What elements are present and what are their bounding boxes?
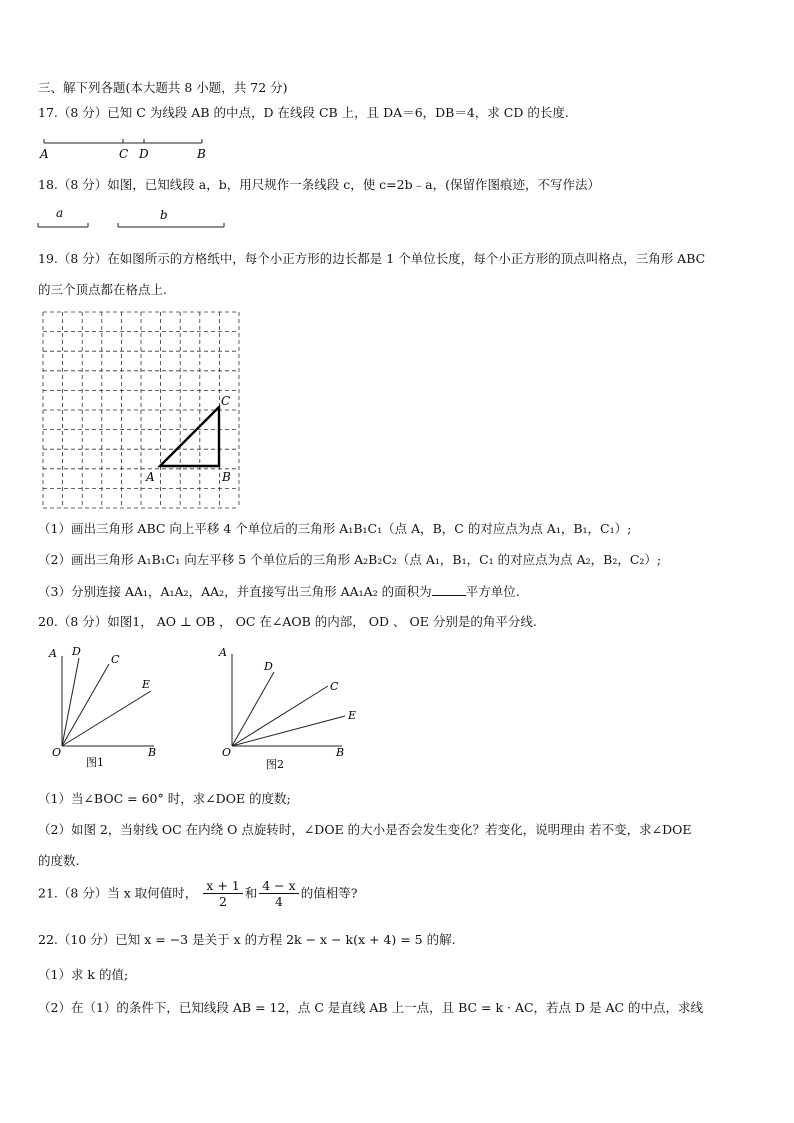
label-a: a <box>56 206 64 220</box>
fraction-2 <box>259 878 298 909</box>
question-20-part1: （1）当∠BOC = 60° 时，求∠DOE 的度数; <box>38 791 291 806</box>
question-19-part1: （1）画出三角形 ABC 向上平移 4 个单位后的三角形 A₁B₁C₁（点 A，B，C 的对应点为点 A₁，B₁，C₁）; <box>38 521 632 536</box>
label-d: D <box>72 645 81 658</box>
question-21 <box>38 878 357 909</box>
question-22-part2: （2）在（1）的条件下，已知线段 AB = 12，点 C 是直线 AB 上一点，且 BC = k · AC，若点 D 是 AC 的中点，求线 <box>38 1000 704 1015</box>
question-22: 22.（10 分）已知 x = −3 是关于 x 的方程 2k − x − k(x + 4) = 5 的解. <box>38 932 456 947</box>
ray-oe <box>232 716 345 746</box>
label-d: D <box>139 147 149 161</box>
q20-figure-1 <box>44 644 174 772</box>
label-d: D <box>264 660 273 673</box>
label-b: B <box>197 147 206 161</box>
label-c: C <box>221 394 231 408</box>
question-17: 17.（8 分）已知 C 为线段 AB 的中点，D 在线段 CB 上，且 DA＝6，DB＝4，求 CD 的长度. <box>38 105 569 120</box>
label-o: O <box>222 746 232 759</box>
label-b: B <box>148 746 157 759</box>
answer-blank <box>432 583 466 596</box>
label-b: B <box>336 746 345 759</box>
ray-oc <box>232 686 328 746</box>
question-20-part2-line1: （2）如图 2，当射线 OC 在内绕 O 点旋转时，∠DOE 的大小是否会发生变化？若变化，说明理由 若不变，求∠DOE <box>38 822 692 837</box>
label-a: A <box>146 470 155 484</box>
fig1-caption: 图1 <box>86 756 104 769</box>
label-c: C <box>119 147 129 161</box>
question-19-line1: 19.（8 分）在如图所示的方格纸中，每个小正方形的边长都是 1 个单位长度，每个小正方形的顶点叫格点，三角形 ABC <box>38 251 706 266</box>
question-20-part2-line2: 的度数. <box>38 853 80 868</box>
ray-oc <box>62 664 109 746</box>
fraction-2-denominator: 4 <box>274 894 283 909</box>
triangle-abc <box>160 407 219 466</box>
fig2-caption: 图2 <box>266 758 284 771</box>
fraction-1-denominator: 2 <box>219 894 227 909</box>
q19-grid-figure <box>40 309 245 509</box>
q17-segment-figure <box>36 135 216 165</box>
section-title: 三、解下列各题(本大题共 8 小题，共 72 分) <box>38 80 288 95</box>
fraction-2-numerator: 4 − x <box>259 878 298 894</box>
label-a: A <box>49 647 57 660</box>
question-19-part2: （2）画出三角形 A₁B₁C₁ 向左平移 5 个单位后的三角形 A₂B₂C₂（点 A₁，B₁，C₁ 的对应点为点 A₂，B₂，C₂）; <box>38 552 662 567</box>
q21-mid: 和 <box>244 885 258 901</box>
ray-oe <box>62 691 151 746</box>
ray-od <box>62 658 79 746</box>
fraction-1 <box>203 878 242 909</box>
question-19-part3 <box>38 583 520 600</box>
ray-od <box>232 672 274 746</box>
label-e: E <box>142 678 151 691</box>
label-a: A <box>40 147 49 161</box>
question-20: 20.（8 分）如图1， AO ⊥ OB ， OC 在∠AOB 的内部， OD 、 OE 分别是的角平分线. <box>38 614 537 629</box>
q21-prefix: 21.（8 分）当 x 取何值时， <box>38 885 198 901</box>
q20-figure-2 <box>214 644 364 772</box>
q21-suffix: 的值相等? <box>300 885 358 901</box>
question-19-line2: 的三个顶点都在格点上. <box>38 282 167 297</box>
label-b: b <box>160 208 168 222</box>
fraction-1-numerator: x + 1 <box>203 878 242 894</box>
label-o: O <box>52 746 62 759</box>
label-b: B <box>222 470 231 484</box>
label-e: E <box>348 709 357 722</box>
question-18: 18.（8 分）如图，已知线段 a，b，用尺规作一条线段 c，使 c=2b﹣a，(保留作图痕迹，不写作法） <box>38 177 600 192</box>
question-22-part1: （1）求 k 的值; <box>38 967 129 982</box>
label-c: C <box>330 680 339 693</box>
part3-text-b: 平方单位. <box>465 584 520 599</box>
label-c: C <box>111 653 120 666</box>
q18-segments-figure <box>36 203 236 233</box>
part3-text-a: （3）分别连接 AA₁，A₁A₂，AA₂，并直接写出三角形 AA₁A₂ 的面积为 <box>38 584 432 599</box>
label-a: A <box>219 646 227 659</box>
